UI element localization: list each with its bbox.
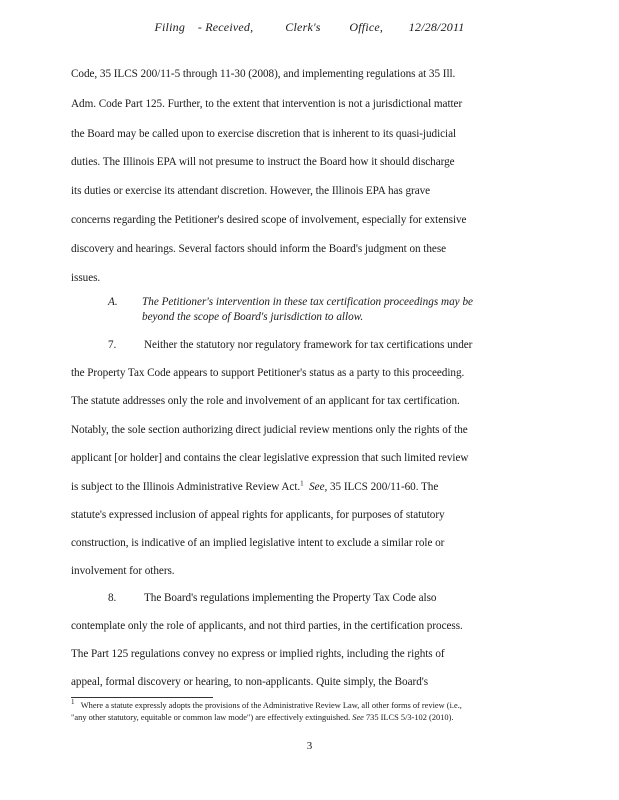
body-line: construction, is indicative of an implied legislative intent to exclude a similar role or xyxy=(71,537,445,549)
body-line xyxy=(71,481,438,493)
body-line: The statute addresses only the role and involvement of an applicant for tax certification. xyxy=(71,395,460,407)
body-line: applicant [or holder] and contains the clear legislative expression that such limited review xyxy=(71,452,469,464)
footnote-line xyxy=(71,713,453,722)
body-line: the Property Tax Code appears to support Petitioner's status as a party to this proceeding. xyxy=(71,367,465,379)
footnote-marker: 1 xyxy=(71,698,75,707)
filing-stamp-header: Filing - Received, Clerk's Office, 12/28/2011 xyxy=(154,20,465,34)
body-line: duties. The Illinois EPA will not presume to instruct the Board how it should discharge xyxy=(71,156,455,168)
body-line: concerns regarding the Petitioner's desired scope of involvement, especially for extensive xyxy=(71,214,467,226)
footnote-line xyxy=(71,698,462,710)
citation-signal: See xyxy=(352,713,364,722)
body-line: discovery and hearings. Several factors should inform the Board's judgment on these xyxy=(71,243,447,255)
body-line: involvement for others. xyxy=(71,565,175,577)
body-text: 35 ILCS 200/11-60. The xyxy=(327,481,439,493)
footnote-text: 735 ILCS 5/3-102 (2010). xyxy=(363,713,454,722)
body-line: Adm. Code Part 125. Further, to the extent that intervention is not a jurisdictional matter xyxy=(71,98,463,110)
section-a-label: A. xyxy=(108,296,118,308)
body-text: is subject to the Illinois Administrative Review Act. xyxy=(71,481,301,493)
body-line: Neither the statutory nor regulatory framework for tax certifications under xyxy=(144,339,473,351)
citation-signal: See, xyxy=(309,481,328,493)
footnote-text: "any other statutory, equitable or common law mode") are effectively extinguished. xyxy=(71,713,353,722)
section-a-title: beyond the scope of Board's jurisdiction to allow. xyxy=(142,311,364,323)
body-line: appeal, formal discovery or hearing, to non-applicants. Quite simply, the Board's xyxy=(71,676,429,688)
body-line: Code, 35 ILCS 200/11-5 through 11-30 (2008), and implementing regulations at 35 Ill. xyxy=(71,68,456,80)
page-number: 3 xyxy=(306,740,313,752)
paragraph-number: 8. xyxy=(108,592,117,604)
body-line: The Board's regulations implementing the Property Tax Code also xyxy=(144,592,437,604)
footnote-separator xyxy=(71,697,213,698)
body-line: contemplate only the role of applicants, and not third parties, in the certification process. xyxy=(71,620,463,632)
body-line: issues. xyxy=(71,272,101,284)
body-line: The Part 125 regulations convey no express or implied rights, including the rights of xyxy=(71,648,445,660)
body-line: Notably, the sole section authorizing direct judicial review mentions only the rights of the xyxy=(71,424,468,436)
body-line: the Board may be called upon to exercise discretion that is inherent to its quasi-judicial xyxy=(71,128,457,140)
body-line: its duties or exercise its attendant discretion. However, the Illinois EPA has grave xyxy=(71,185,431,197)
section-a-title: The Petitioner's intervention in these tax certification proceedings may be xyxy=(142,296,473,308)
footnote-reference: 1 xyxy=(300,479,304,488)
footnote-text: Where a statute expressly adopts the provisions of the Administrative Review Law, all other forms of review (i.e., xyxy=(80,701,462,710)
body-line: statute's expressed inclusion of appeal rights for applicants, for purposes of statutory xyxy=(71,509,445,521)
paragraph-number: 7. xyxy=(108,339,117,351)
